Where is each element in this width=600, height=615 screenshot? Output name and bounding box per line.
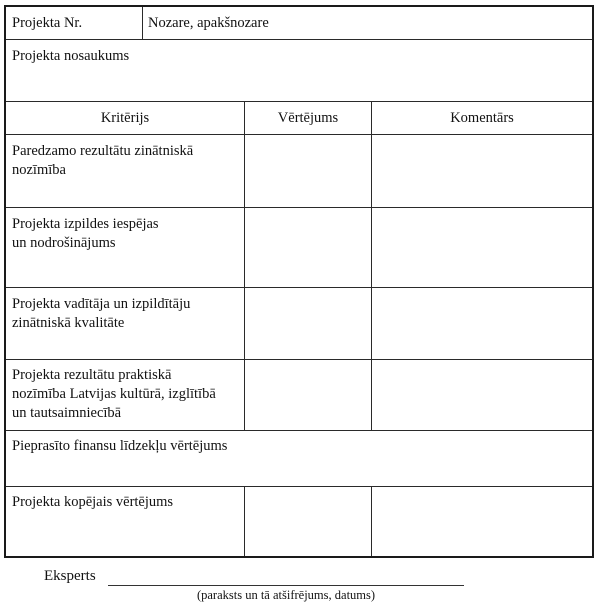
row-divider [6, 430, 592, 431]
row-divider [6, 101, 592, 102]
col-divider [244, 486, 245, 556]
row-divider [6, 486, 592, 487]
column-header-rating: Vērtējums [277, 110, 339, 126]
project-name-label: Projekta nosaukums [12, 48, 130, 64]
comment-cell[interactable] [373, 361, 591, 429]
row-divider [6, 39, 592, 40]
rating-cell[interactable] [246, 136, 370, 206]
rating-cell[interactable] [246, 361, 370, 429]
total-comment-cell[interactable] [373, 488, 591, 555]
evaluation-form-table [4, 5, 594, 558]
signature-hint: (paraksts un tā atšifrējums, datums) [196, 588, 376, 602]
signature-line[interactable] [108, 585, 464, 586]
criterion-line: un nodrošinājums [12, 235, 116, 251]
criterion-label [12, 295, 190, 333]
comment-cell[interactable] [373, 136, 591, 206]
total-rating-cell[interactable] [246, 488, 370, 555]
col-divider [244, 101, 245, 430]
col-divider [371, 486, 372, 556]
criterion-line: nozīmība Latvijas kultūrā, izglītībā [12, 386, 216, 402]
criterion-label [12, 142, 193, 180]
criterion-label [12, 215, 159, 253]
criterion-line: Projekta rezultātu praktiskā [12, 367, 172, 383]
row-divider [6, 359, 592, 360]
col-divider [371, 101, 372, 430]
row-divider [6, 287, 592, 288]
total-label: Projekta kopējais vērtējums [12, 494, 174, 510]
row-divider [6, 207, 592, 208]
criterion-line: zinātniskā kvalitāte [12, 315, 125, 331]
rating-cell[interactable] [246, 289, 370, 358]
criterion-line: Projekta vadītāja un izpildītāju [12, 296, 191, 312]
row-divider [6, 134, 592, 135]
expert-label: Eksperts [44, 568, 96, 584]
column-header-criterion: Kritērijs [100, 110, 150, 126]
comment-cell[interactable] [373, 289, 591, 358]
criterion-line: Projekta izpildes iespējas [12, 216, 159, 232]
criterion-line: nozīmība [12, 162, 66, 178]
funding-label: Pieprasīto finansu līdzekļu vērtējums [12, 438, 228, 454]
rating-cell[interactable] [246, 209, 370, 286]
field-label: Nozare, apakšnozare [148, 15, 269, 31]
col-divider [142, 7, 143, 39]
project-nr-label: Projekta Nr. [12, 15, 83, 31]
comment-cell[interactable] [373, 209, 591, 286]
column-header-comment: Komentārs [450, 110, 514, 126]
criterion-line: un tautsaimniecībā [12, 405, 122, 421]
criterion-line: Paredzamo rezultātu zinātniskā [12, 143, 194, 159]
criterion-label [12, 366, 216, 423]
